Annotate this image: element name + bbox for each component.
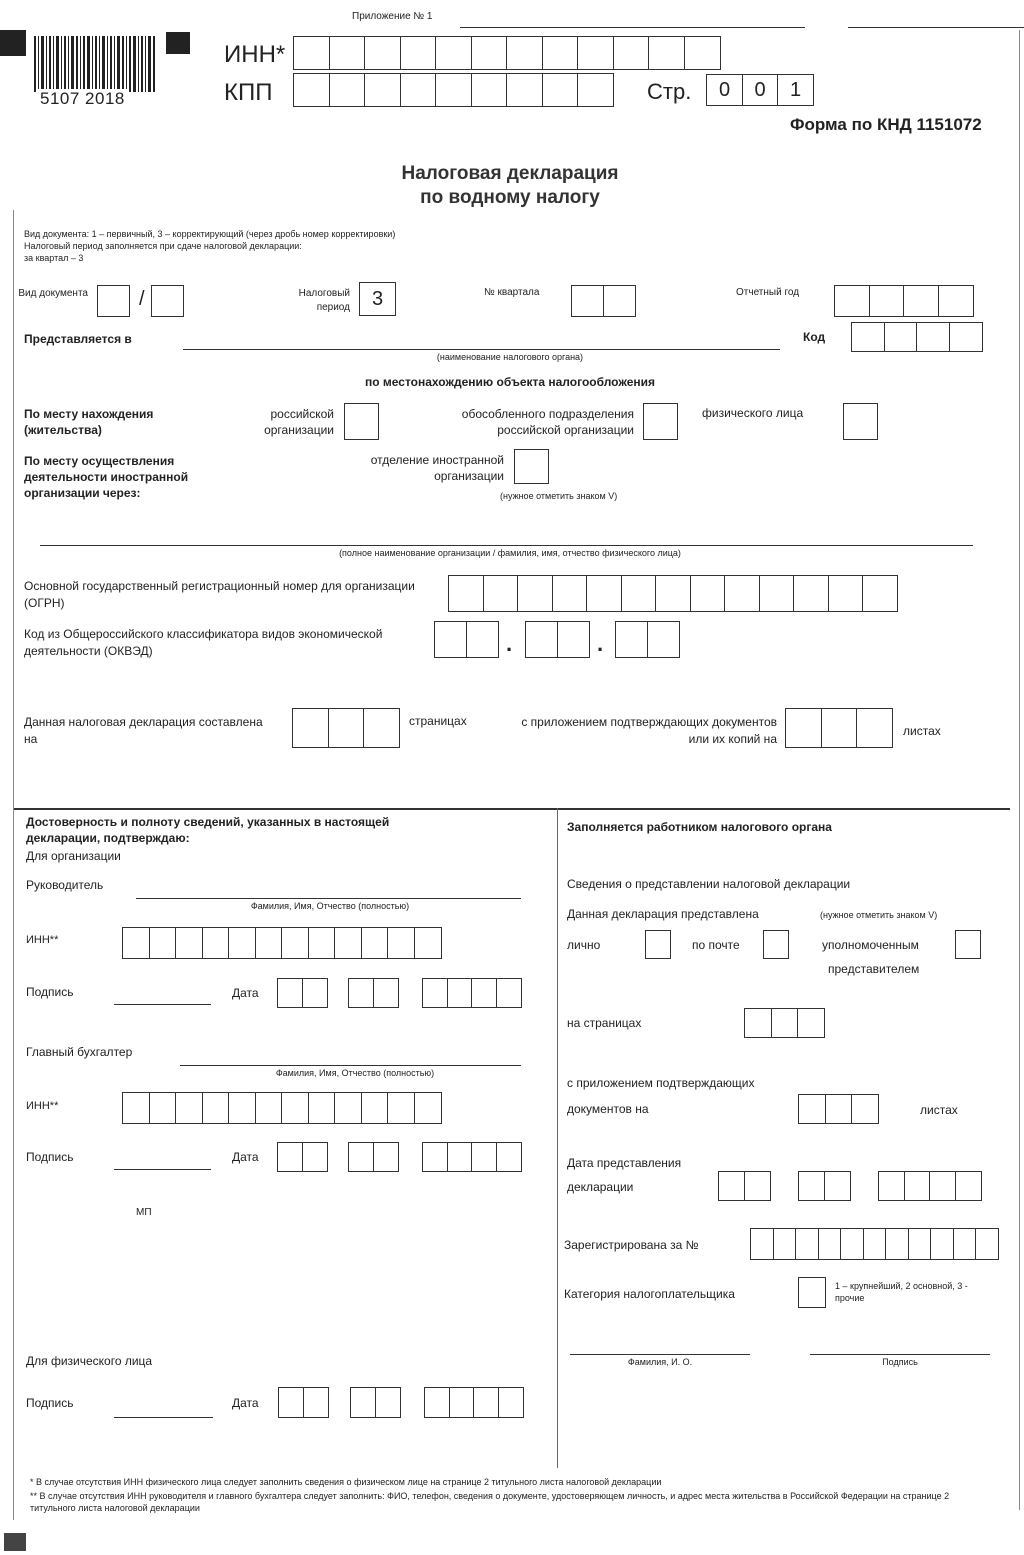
- office-pages-label: на страницах: [567, 1016, 642, 1030]
- okved-cells-1[interactable]: [434, 621, 499, 658]
- for-org-label: Для организации: [26, 849, 121, 863]
- column-divider: [557, 808, 558, 1468]
- year-label: Отчетный год: [736, 287, 800, 298]
- quarter-cells[interactable]: [571, 285, 636, 317]
- stamp-label: МП: [136, 1207, 152, 1218]
- input-cell[interactable]: [277, 978, 303, 1008]
- slash-separator: /: [139, 288, 145, 310]
- category-cell[interactable]: [798, 1277, 826, 1308]
- input-cell[interactable]: [655, 575, 691, 612]
- input-cell[interactable]: [557, 621, 590, 658]
- input-cell[interactable]: [577, 73, 614, 107]
- top-border-line: [460, 27, 805, 28]
- director-signature-label: Подпись: [26, 985, 74, 999]
- office-heading: Заполняется работником налогового органа: [567, 820, 832, 834]
- input-cell[interactable]: [202, 1092, 230, 1124]
- director-name-line: [136, 898, 521, 899]
- input-cell[interactable]: [302, 978, 328, 1008]
- individual-label: физического лица: [702, 406, 804, 420]
- director-date-label: Дата: [232, 986, 259, 1000]
- category-note: 1 – крупнейший, 2 основной, 3 - прочие: [835, 1281, 968, 1303]
- input-cell[interactable]: [603, 285, 636, 317]
- org-name-caption: (полное наименование организации / фамилия, имя, отчество физического лица): [339, 548, 681, 558]
- input-cell[interactable]: [435, 73, 472, 107]
- input-cell[interactable]: [851, 1094, 879, 1124]
- pages-label: Данная налоговая декларация составлена на: [24, 715, 263, 746]
- input-cell[interactable]: [449, 1387, 475, 1418]
- input-cell[interactable]: [577, 36, 614, 70]
- input-cell[interactable]: [904, 1171, 931, 1201]
- for-individual-label: Для физического лица: [26, 1354, 153, 1368]
- input-cell[interactable]: [281, 927, 309, 959]
- separate-division-label: обособленного подразделения российской организации: [461, 407, 634, 437]
- registered-label: Зарегистрирована за №: [564, 1238, 699, 1252]
- director-day-cells[interactable]: [277, 978, 328, 1008]
- input-cell[interactable]: [387, 927, 415, 959]
- attachments-label: с приложением подтверждающих документов или их копий на: [521, 715, 777, 746]
- okved-cells-2[interactable]: [525, 621, 590, 658]
- accountant-year-cells[interactable]: [422, 1142, 522, 1172]
- input-cell[interactable]: [744, 1008, 772, 1038]
- kpp-label: КПП: [224, 79, 273, 106]
- footnote-2: ** В случае отсутствия ИНН руководителя и главного бухгалтера следует заполнить: ФИО, телефон, сведения о документе, удостоверяющем личность, и адрес места жительства в Российской Федерации на странице 2 титульного листа налоговой декларации: [30, 1491, 950, 1513]
- attachment-label: Приложение № 1: [352, 11, 433, 22]
- input-cell[interactable]: [308, 927, 336, 959]
- ogrn-label: Основной государственный регистрационный номер для организации (ОГРН): [24, 579, 415, 610]
- input-cell[interactable]: [435, 36, 472, 70]
- input-cell[interactable]: [525, 621, 558, 658]
- input-cell[interactable]: [375, 1387, 401, 1418]
- input-cell[interactable]: [400, 36, 437, 70]
- input-cell[interactable]: [448, 575, 484, 612]
- input-cell[interactable]: [334, 927, 362, 959]
- input-cell[interactable]: [149, 1092, 177, 1124]
- input-cell[interactable]: [350, 1387, 376, 1418]
- input-cell[interactable]: [329, 73, 366, 107]
- tax-period-value: 3: [359, 282, 396, 316]
- input-cell[interactable]: [447, 978, 473, 1008]
- corner-marker-bottom: [4, 1533, 26, 1551]
- inn-label: ИНН*: [224, 41, 286, 68]
- input-cell[interactable]: [422, 1142, 448, 1172]
- input-cell[interactable]: [824, 1171, 851, 1201]
- input-cell[interactable]: [648, 36, 685, 70]
- individual-signature-line: [114, 1417, 213, 1418]
- input-cell[interactable]: [414, 927, 442, 959]
- quarter-label: № квартала: [484, 287, 540, 298]
- individual-signature-label: Подпись: [26, 1396, 74, 1410]
- input-cell[interactable]: [97, 285, 130, 317]
- input-cell[interactable]: [863, 1228, 887, 1260]
- accountant-day-cells[interactable]: [277, 1142, 328, 1172]
- accountant-month-cells[interactable]: [348, 1142, 399, 1172]
- input-cell[interactable]: [308, 1092, 336, 1124]
- input-cell[interactable]: [364, 36, 401, 70]
- input-cell[interactable]: [473, 1387, 499, 1418]
- input-cell[interactable]: [149, 927, 177, 959]
- input-cell[interactable]: [718, 1171, 745, 1201]
- authority-caption: (наименование налогового органа): [436, 352, 584, 362]
- individual-day-cells[interactable]: [278, 1387, 329, 1418]
- input-cell[interactable]: [471, 73, 508, 107]
- input-cell[interactable]: [938, 285, 974, 317]
- input-cell[interactable]: [328, 708, 365, 748]
- footnote-1: * В случае отсутствия ИНН физического лица следует заполнить сведения о физическом лице на странице 2 титульного листа налоговой декларации: [30, 1477, 662, 1487]
- input-cell[interactable]: [344, 403, 379, 440]
- input-cell[interactable]: [293, 36, 330, 70]
- input-cell[interactable]: [361, 1092, 389, 1124]
- input-cell[interactable]: [471, 1142, 497, 1172]
- input-cell[interactable]: [506, 36, 543, 70]
- input-cell[interactable]: [643, 403, 678, 440]
- input-cell[interactable]: [255, 927, 283, 959]
- correction-number-cell[interactable]: [151, 285, 184, 317]
- input-cell[interactable]: [840, 1228, 864, 1260]
- input-cell[interactable]: [151, 285, 184, 317]
- input-cell[interactable]: [798, 1171, 825, 1201]
- input-cell[interactable]: [793, 575, 829, 612]
- office-fio-caption: Фамилия, И. О.: [627, 1357, 693, 1367]
- accountant-fio-caption: Фамилия, Имя, Отчество (полностью): [275, 1068, 435, 1078]
- input-cell[interactable]: [496, 978, 522, 1008]
- page-digit: 1: [777, 74, 814, 106]
- input-cell[interactable]: [621, 575, 657, 612]
- accountant-signature-label: Подпись: [26, 1150, 74, 1164]
- office-day-cells[interactable]: [718, 1171, 771, 1201]
- input-cell[interactable]: [851, 322, 885, 352]
- by-rep-label-2: представителем: [828, 962, 920, 976]
- input-cell[interactable]: [483, 575, 519, 612]
- input-cell[interactable]: [834, 285, 870, 317]
- office-fio-line: [570, 1354, 750, 1355]
- input-cell[interactable]: [175, 927, 203, 959]
- input-cell[interactable]: [400, 73, 437, 107]
- input-cell[interactable]: [542, 73, 579, 107]
- input-cell[interactable]: [744, 1171, 771, 1201]
- authority-code-cells[interactable]: [851, 322, 983, 352]
- input-cell[interactable]: [228, 927, 256, 959]
- inn-cells[interactable]: [293, 36, 721, 70]
- input-cell[interactable]: [930, 1228, 954, 1260]
- input-cell[interactable]: [916, 322, 950, 352]
- russian-org-checkbox[interactable]: [344, 403, 379, 440]
- input-cell[interactable]: [763, 930, 789, 959]
- foreign-branch-label: отделение иностранной организации: [370, 453, 504, 483]
- input-cell[interactable]: [955, 930, 981, 959]
- input-cell[interactable]: [798, 1094, 826, 1124]
- individual-date-label: Дата: [232, 1396, 259, 1410]
- input-cell[interactable]: [281, 1092, 309, 1124]
- ogrn-cells[interactable]: [448, 575, 898, 612]
- input-cell[interactable]: [878, 1171, 905, 1201]
- input-cell[interactable]: [447, 1142, 473, 1172]
- accountant-inn-cells[interactable]: [122, 1092, 442, 1124]
- sheets-unit: листах: [903, 724, 941, 738]
- accountant-signature-line: [114, 1169, 211, 1170]
- right-border-line: [1019, 30, 1020, 1510]
- tax-period-cell[interactable]: [359, 282, 396, 316]
- input-cell[interactable]: [949, 322, 983, 352]
- director-inn-cells[interactable]: [122, 927, 442, 959]
- input-cell[interactable]: [361, 927, 389, 959]
- authority-line: [183, 349, 780, 350]
- input-cell[interactable]: [363, 708, 400, 748]
- code-label: Код: [803, 330, 826, 344]
- office-mark-note: (нужное отметить знаком V): [820, 910, 938, 920]
- input-cell[interactable]: [615, 621, 648, 658]
- russian-org-label: российской организации: [264, 407, 334, 437]
- input-cell[interactable]: [885, 1228, 909, 1260]
- top-border-line-right: [848, 27, 1024, 28]
- input-cell[interactable]: [498, 1387, 524, 1418]
- confirm-heading: Достоверность и полноту сведений, указанных в настоящей декларации, подтверждаю:: [26, 815, 390, 845]
- input-cell[interactable]: [175, 1092, 203, 1124]
- input-cell[interactable]: [825, 1094, 853, 1124]
- location-heading: по местонахождению объекта налогообложения: [364, 375, 655, 389]
- by-rep-label: уполномоченным: [822, 938, 919, 952]
- by-activity-label: По месту осуществления деятельности иностранной организации через:: [24, 454, 189, 500]
- barcode-bars: [34, 36, 156, 94]
- by-mail-checkbox[interactable]: [763, 930, 789, 959]
- in-person-checkbox[interactable]: [645, 930, 671, 959]
- individual-month-cells[interactable]: [350, 1387, 401, 1418]
- input-cell[interactable]: [903, 285, 939, 317]
- input-cell[interactable]: [645, 930, 671, 959]
- pages-cells[interactable]: [292, 708, 400, 748]
- input-cell[interactable]: [821, 708, 858, 748]
- page-label: Стр.: [647, 79, 692, 104]
- input-cell[interactable]: [724, 575, 760, 612]
- attachment-sheets-cells[interactable]: [785, 708, 893, 748]
- input-cell[interactable]: [552, 575, 588, 612]
- input-cell[interactable]: [277, 1142, 303, 1172]
- office-attach-cells[interactable]: [798, 1094, 879, 1124]
- input-cell[interactable]: [828, 575, 864, 612]
- left-border-line: [13, 210, 14, 1520]
- input-cell[interactable]: [798, 1277, 826, 1308]
- page-cells: [706, 74, 814, 106]
- input-cell[interactable]: [586, 575, 622, 612]
- doc-type-cell[interactable]: [97, 285, 130, 317]
- input-cell[interactable]: [771, 1008, 799, 1038]
- office-month-cells[interactable]: [798, 1171, 851, 1201]
- input-cell[interactable]: [122, 1092, 150, 1124]
- input-cell[interactable]: [373, 978, 399, 1008]
- input-cell[interactable]: [514, 449, 549, 484]
- input-cell[interactable]: [422, 978, 448, 1008]
- input-cell[interactable]: [690, 575, 726, 612]
- input-cell[interactable]: [750, 1228, 774, 1260]
- input-cell[interactable]: [292, 708, 329, 748]
- input-cell[interactable]: [228, 1092, 256, 1124]
- office-date-label-2: декларации: [567, 1180, 634, 1194]
- input-cell[interactable]: [471, 36, 508, 70]
- doc-type-note: Вид документа: 1 – первичный, 3 – корректирующий (через дробь номер корректировки): [24, 229, 396, 239]
- okved-label: Код из Общероссийского классификатора видов экономической деятельности (ОКВЭД): [24, 627, 383, 658]
- pages-unit: страницах: [409, 714, 467, 728]
- input-cell[interactable]: [122, 927, 150, 959]
- director-year-cells[interactable]: [422, 978, 522, 1008]
- director-month-cells[interactable]: [348, 978, 399, 1008]
- kpp-cells[interactable]: [293, 73, 614, 107]
- input-cell[interactable]: [975, 1228, 999, 1260]
- office-sign-caption: Подпись: [882, 1357, 918, 1367]
- corner-marker-right: [166, 32, 190, 54]
- barcode-number: 5107 2018: [40, 89, 125, 108]
- input-cell[interactable]: [496, 1142, 522, 1172]
- office-attach-label-2: документов на: [567, 1102, 649, 1116]
- director-fio-caption: Фамилия, Имя, Отчество (полностью): [250, 901, 410, 911]
- by-rep-checkbox[interactable]: [955, 930, 981, 959]
- input-cell[interactable]: [955, 1171, 982, 1201]
- input-cell[interactable]: [302, 1142, 328, 1172]
- office-attach-label-1: с приложением подтверждающих: [567, 1076, 755, 1090]
- input-cell[interactable]: [348, 1142, 374, 1172]
- office-date-label-1: Дата представления: [567, 1156, 682, 1170]
- input-cell[interactable]: [387, 1092, 415, 1124]
- page-digit: 0: [706, 74, 743, 106]
- input-cell[interactable]: [434, 621, 467, 658]
- registered-number-cells[interactable]: [750, 1228, 999, 1260]
- office-info-label: Сведения о представлении налоговой декларации: [567, 877, 851, 891]
- by-mail-label: по почте: [692, 938, 740, 952]
- input-cell[interactable]: [334, 1092, 362, 1124]
- input-cell[interactable]: [517, 575, 553, 612]
- input-cell[interactable]: [843, 403, 878, 440]
- input-cell[interactable]: [364, 73, 401, 107]
- input-cell[interactable]: [571, 285, 604, 317]
- input-cell[interactable]: [303, 1387, 329, 1418]
- page-digit: 0: [742, 74, 779, 106]
- input-cell[interactable]: [506, 73, 543, 107]
- input-cell[interactable]: [329, 36, 366, 70]
- input-cell[interactable]: [759, 575, 795, 612]
- input-cell[interactable]: [869, 285, 905, 317]
- separate-division-checkbox[interactable]: [643, 403, 678, 440]
- okved-dot-2: ·: [597, 637, 605, 662]
- input-cell[interactable]: [202, 927, 230, 959]
- input-cell[interactable]: [373, 1142, 399, 1172]
- office-submitted-label: Данная декларация представлена: [567, 907, 759, 921]
- individual-checkbox[interactable]: [843, 403, 878, 440]
- office-sign-line: [810, 1354, 990, 1355]
- input-cell[interactable]: [278, 1387, 304, 1418]
- input-cell[interactable]: [929, 1171, 956, 1201]
- input-cell[interactable]: [785, 708, 822, 748]
- form-code: Форма по КНД 1151072: [790, 115, 982, 134]
- foreign-branch-checkbox[interactable]: [514, 449, 549, 484]
- office-year-cells[interactable]: [878, 1171, 982, 1201]
- input-cell[interactable]: [795, 1228, 819, 1260]
- doc-type-label: Вид документа: [18, 288, 88, 299]
- okved-cells-3[interactable]: [615, 621, 680, 658]
- input-cell[interactable]: [255, 1092, 283, 1124]
- input-cell[interactable]: [647, 621, 680, 658]
- input-cell[interactable]: [542, 36, 579, 70]
- input-cell[interactable]: [908, 1228, 932, 1260]
- submitted-to-label: Представляется в: [24, 332, 132, 346]
- input-cell[interactable]: [862, 575, 898, 612]
- input-cell[interactable]: [471, 978, 497, 1008]
- individual-year-cells[interactable]: [424, 1387, 524, 1418]
- director-inn-label: ИНН**: [26, 934, 59, 946]
- category-label: Категория налогоплательщика: [564, 1287, 735, 1301]
- input-cell[interactable]: [466, 621, 499, 658]
- accountant-date-label: Дата: [232, 1150, 259, 1164]
- accountant-label: Главный бухгалтер: [26, 1045, 133, 1059]
- input-cell[interactable]: [797, 1008, 825, 1038]
- input-cell[interactable]: [424, 1387, 450, 1418]
- year-cells[interactable]: [834, 285, 974, 317]
- by-residence-label: По месту нахождения (жительства): [24, 407, 154, 437]
- input-cell[interactable]: [884, 322, 918, 352]
- input-cell[interactable]: [414, 1092, 442, 1124]
- tax-period-label: Налоговый период: [298, 288, 350, 313]
- barcode: [34, 36, 156, 94]
- okved-dot-1: ·: [506, 637, 514, 662]
- input-cell[interactable]: [818, 1228, 842, 1260]
- in-person-label: лично: [567, 938, 601, 952]
- section-divider: [14, 808, 1010, 810]
- input-cell[interactable]: [773, 1228, 797, 1260]
- input-cell[interactable]: [348, 978, 374, 1008]
- input-cell[interactable]: [856, 708, 893, 748]
- input-cell[interactable]: [684, 36, 721, 70]
- office-sheets-label: листах: [920, 1103, 958, 1117]
- accountant-name-line: [180, 1065, 521, 1066]
- tax-period-note: Налоговый период заполняется при сдаче налоговой декларации:: [24, 241, 302, 251]
- director-signature-line: [114, 1004, 211, 1005]
- title-line-1: Налоговая декларация: [401, 163, 619, 184]
- mark-note: (нужное отметить знаком V): [500, 491, 618, 501]
- accountant-inn-label: ИНН**: [26, 1100, 59, 1112]
- corner-marker-left: [0, 30, 26, 56]
- director-label: Руководитель: [26, 878, 104, 892]
- title-line-2: по водному налогу: [420, 187, 600, 208]
- input-cell[interactable]: [953, 1228, 977, 1260]
- quarter-note: за квартал – 3: [24, 253, 84, 263]
- office-pages-cells[interactable]: [744, 1008, 825, 1038]
- input-cell[interactable]: [293, 73, 330, 107]
- org-name-line: [40, 545, 973, 546]
- input-cell[interactable]: [613, 36, 650, 70]
